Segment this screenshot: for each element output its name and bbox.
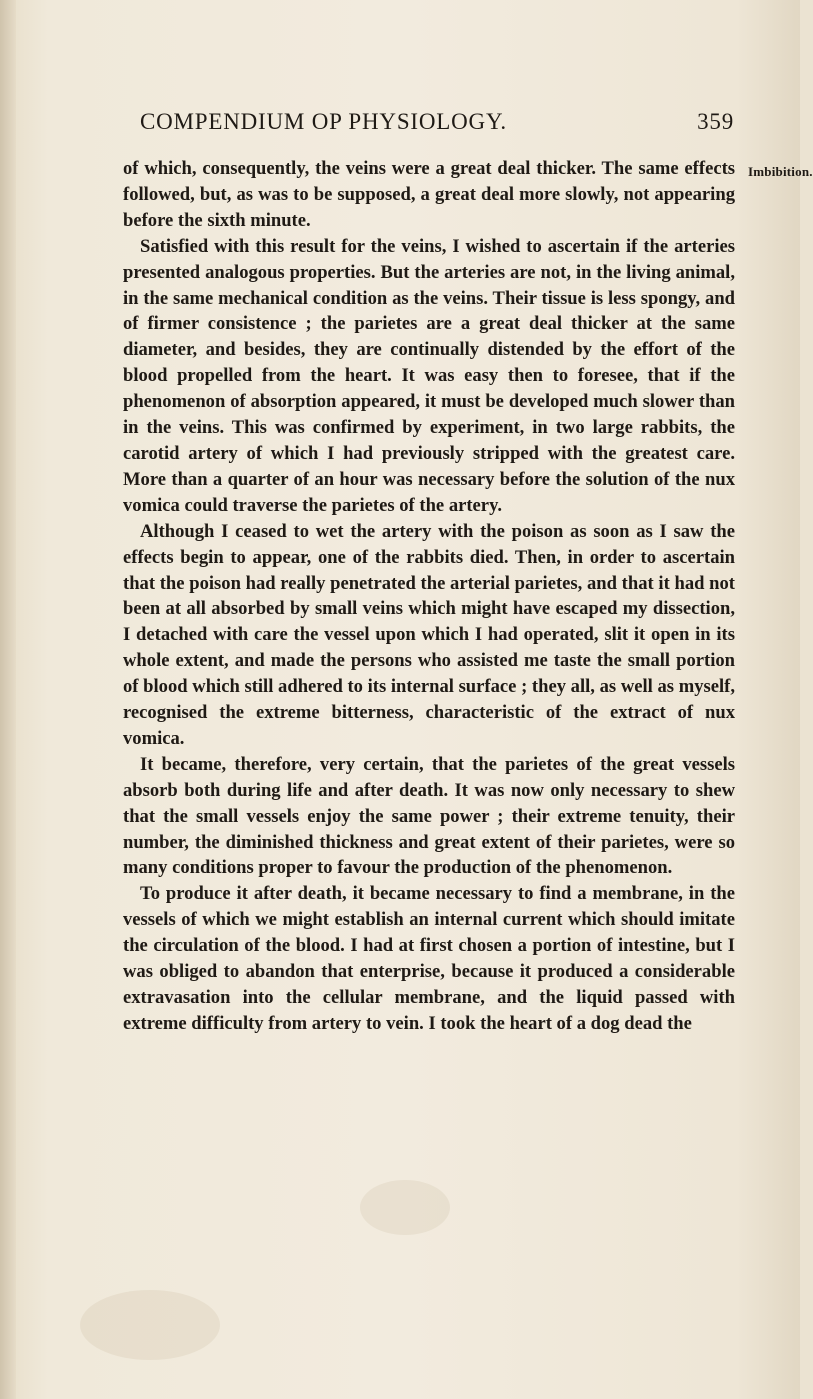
page-number: 359: [697, 109, 734, 134]
paragraph-2: Satisfied with this result for the veins, I wished to ascertain if the arteries presented analogous properties. But the arteries are not, in the living animal, in the same mechanical condition as the veins. Their tissue is less spongy, and of firmer consistence ; the parietes are a great deal thicker at the same diameter, and besides, they are continually distended by the effort of the blood propelled from the heart. It was easy then to foresee, that if the phenomenon of absorption appeared, it must be developed much slower than in the veins. This was confirmed by experiment, in two large rabbits, the carotid artery of which I had previously stripped with the greatest care. More than a quarter of an hour was necessary before the solution of the nux vomica could traverse the parietes of the artery.: [123, 235, 735, 516]
paragraph-1: of which, consequently, the veins were a great deal thicker. The same effects followed, but, as was to be supposed, a great deal more slowly, not appearing before the sixth minute.: [123, 158, 735, 231]
body-text: [123, 156, 735, 1366]
page-gutter-shadow: [0, 0, 16, 1399]
margin-note: Imbibition.: [748, 164, 813, 179]
running-title: COMPENDIUM OP PHYSIOLOGY.: [140, 109, 507, 134]
paragraph-4: It became, therefore, very certain, that the parietes of the great vessels absorb both during life and after death. It was now only necessary to shew that the small vessels enjoy the same power ; their extreme tenuity, their number, the diminished thickness and great extent of their parietes, were so many conditions proper to favour the production of the phenomenon.: [123, 753, 735, 879]
paragraph-5: To produce it after death, it became necessary to find a membrane, in the vessels of which we might establish an internal current which should imitate the circulation of the blood. I had at first chosen a portion of intestine, but I was obliged to abandon that enterprise, because it produced a considerable extravasation into the cellular membrane, and the liquid passed with extreme difficulty from artery to vein. I took the heart of a dog dead the: [123, 883, 735, 1034]
paragraph-3: Although I ceased to wet the artery with the poison as soon as I saw the effects begin to appear, one of the rabbits died. Then, in order to ascertain that the poison had really penetrated the arterial parietes, and that it had not been at all absorbed by small veins which might have escaped my dissection, I detached with care the vessel upon which I had operated, slit it open in its whole extent, and made the persons who assisted me taste the small portion of blood which still adhered to its internal surface ; they all, as well as myself, recognised the extreme bitterness, characteristic of the extract of nux vomica.: [123, 520, 735, 749]
running-head: [140, 102, 734, 142]
